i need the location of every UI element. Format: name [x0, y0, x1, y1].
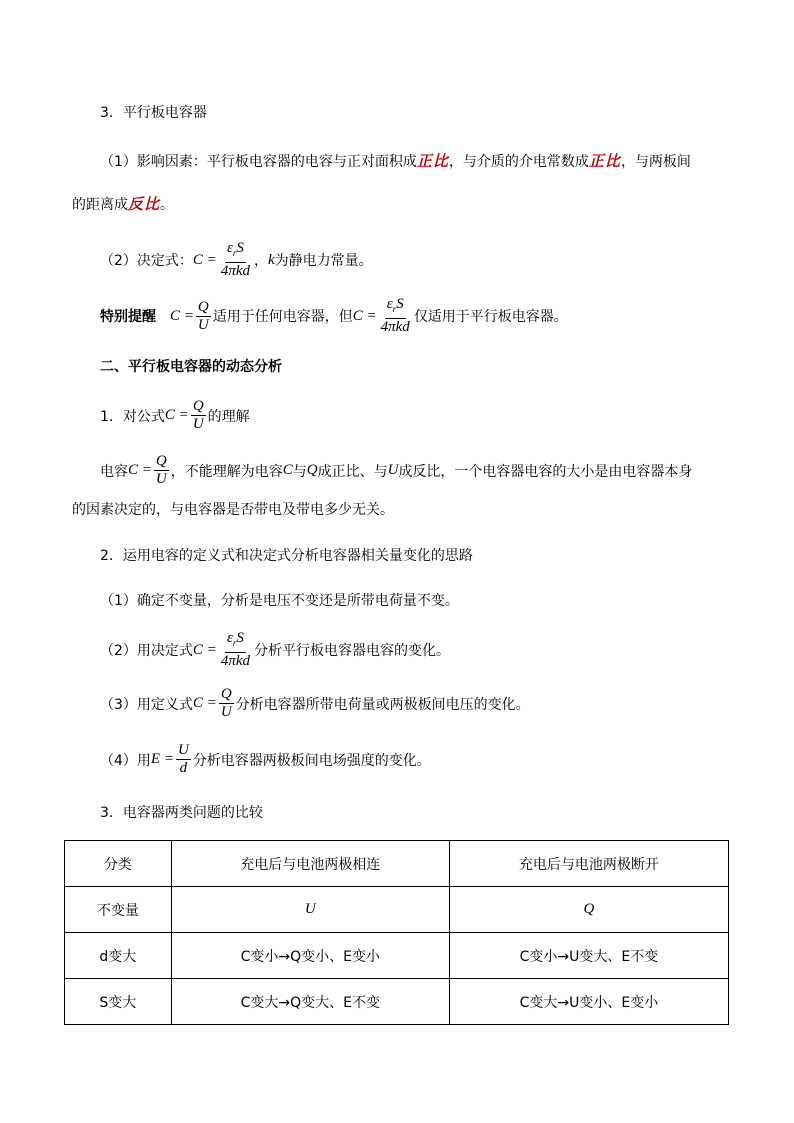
special-note-label: 特别提醒	[100, 309, 156, 325]
table-cell: C变大→U变小、E变小	[449, 979, 728, 1025]
subsection-3: 3．电容器两类问题的比较	[100, 805, 263, 821]
subsection-2: 2．运用电容的定义式和决定式分析电容器相关量变化的思路	[100, 548, 473, 564]
U-symbol: U	[387, 462, 399, 478]
text: ，	[254, 253, 268, 269]
text: ，与两板间	[620, 153, 691, 170]
numerator-q: Q	[197, 298, 209, 315]
formula-lhs: C =	[192, 251, 217, 268]
epsilon-symbol: ε	[386, 296, 393, 312]
numerator-u: U	[177, 742, 189, 758]
formula-lhs-e: E =	[150, 751, 174, 767]
formula-lhs: C =	[192, 695, 217, 711]
text: 1．对公式	[100, 408, 165, 425]
formula-fraction	[176, 742, 191, 777]
text: 的距离成	[72, 196, 128, 213]
paragraph-factors	[100, 150, 691, 171]
text: 分析平行板电容器电容的变化。	[254, 643, 450, 659]
text: （4）用	[100, 752, 151, 769]
numerator-q: Q	[155, 453, 167, 469]
C-symbol: C	[282, 462, 293, 478]
epsilon-symbol: ε	[226, 630, 233, 646]
denominator-u: U	[155, 471, 167, 487]
denominator-u: U	[220, 704, 232, 720]
step-4	[100, 742, 431, 777]
table-header: 分类	[65, 841, 172, 887]
text: 分析电容器所带电荷量或两极板间电压的变化。	[235, 696, 530, 713]
k-symbol: k	[268, 251, 275, 268]
step-3	[100, 686, 530, 721]
formula-lhs: C =	[164, 407, 189, 423]
epsilon-sub: r	[232, 248, 237, 258]
text: （1）影响因素：平行板电容器的电容与正对面积成	[100, 153, 417, 170]
table-cell: C变小→U变大、E不变	[449, 933, 728, 979]
table-cell: d变大	[65, 933, 172, 979]
formula-lhs: C =	[170, 307, 194, 324]
step-1: （1）确定不变量，分析是电压不变还是所带电荷量不变。	[100, 593, 459, 609]
text: 电容	[100, 463, 128, 480]
denominator: 4πkd	[220, 653, 250, 669]
formula-fraction	[191, 398, 206, 433]
epsilon-sub: r	[392, 304, 397, 314]
table-row	[65, 979, 729, 1025]
subsection-1	[100, 398, 250, 433]
text: 。	[160, 196, 175, 213]
text: （3）用定义式	[100, 696, 193, 713]
paragraph-factors-cont	[72, 193, 174, 214]
text: 的理解	[207, 408, 250, 425]
table-header: 充电后与电池两极相连	[171, 841, 449, 887]
formula-fraction	[154, 453, 169, 488]
paragraph-capacitance-cont: 的因素决定的，与电容器是否带电及带电多少无关。	[72, 502, 394, 518]
table-row	[65, 933, 729, 979]
table-cell: S变大	[65, 979, 172, 1025]
table-cell: U	[171, 887, 449, 933]
formula-lhs: C =	[192, 641, 217, 658]
formula-lhs: C =	[352, 307, 377, 324]
paragraph-decision-formula	[100, 240, 373, 280]
section-2-heading: 二、平行板电容器的动态分析	[100, 359, 282, 375]
formula-fraction	[196, 299, 211, 334]
text: 适用于任何电容器，但	[212, 309, 353, 325]
table-header: 充电后与电池两极断开	[449, 841, 728, 887]
S-symbol: S	[236, 240, 244, 256]
text: ，与介质的介电常数成	[448, 153, 589, 170]
text: 为静电力常量。	[274, 253, 373, 269]
epsilon-symbol: ε	[226, 240, 233, 256]
special-note	[100, 296, 568, 336]
denominator: 4πkd	[220, 263, 250, 279]
denominator-d: d	[179, 760, 188, 776]
denominator-u: U	[192, 416, 204, 432]
section-heading-3: 3．平行板电容器	[100, 105, 207, 121]
numerator-q: Q	[192, 398, 204, 414]
table-cell: 不变量	[65, 887, 172, 933]
table-cell: Q	[449, 887, 728, 933]
formula-fraction	[379, 296, 412, 336]
text: （2）用决定式	[100, 643, 193, 659]
text: 仅适用于平行板电容器。	[413, 309, 568, 325]
text: 成反比，一个电容器电容的大小是由电容器本身	[398, 463, 693, 480]
table-row	[65, 887, 729, 933]
text: （2）决定式：	[100, 253, 193, 269]
step-2	[100, 630, 450, 670]
denominator-u: U	[197, 316, 209, 333]
formula-fraction	[219, 630, 252, 670]
text: 成正比、与	[317, 463, 388, 480]
formula-fraction	[219, 686, 234, 721]
text: 分析电容器两极板间电场强度的变化。	[192, 752, 431, 769]
answer-zhengbi-2: 正比	[588, 152, 621, 170]
table-cell: C变小→Q变小、E变小	[171, 933, 449, 979]
paragraph-capacitance	[100, 453, 692, 488]
table-cell: C变大→Q变大、E不变	[171, 979, 449, 1025]
epsilon-sub: r	[232, 638, 237, 648]
table-header-row	[65, 841, 729, 887]
formula-fraction	[219, 240, 252, 280]
answer-zhengbi-1: 正比	[416, 152, 449, 170]
answer-fanbi: 反比	[128, 195, 161, 213]
numerator-q: Q	[220, 686, 232, 702]
S-symbol: S	[396, 296, 404, 312]
S-symbol: S	[236, 630, 244, 646]
formula-lhs: C =	[128, 462, 152, 478]
text: ，不能理解为电容	[170, 463, 283, 480]
denominator: 4πkd	[380, 319, 410, 335]
text: 与	[292, 463, 307, 480]
Q-symbol: Q	[306, 462, 318, 478]
comparison-table	[64, 840, 729, 1025]
